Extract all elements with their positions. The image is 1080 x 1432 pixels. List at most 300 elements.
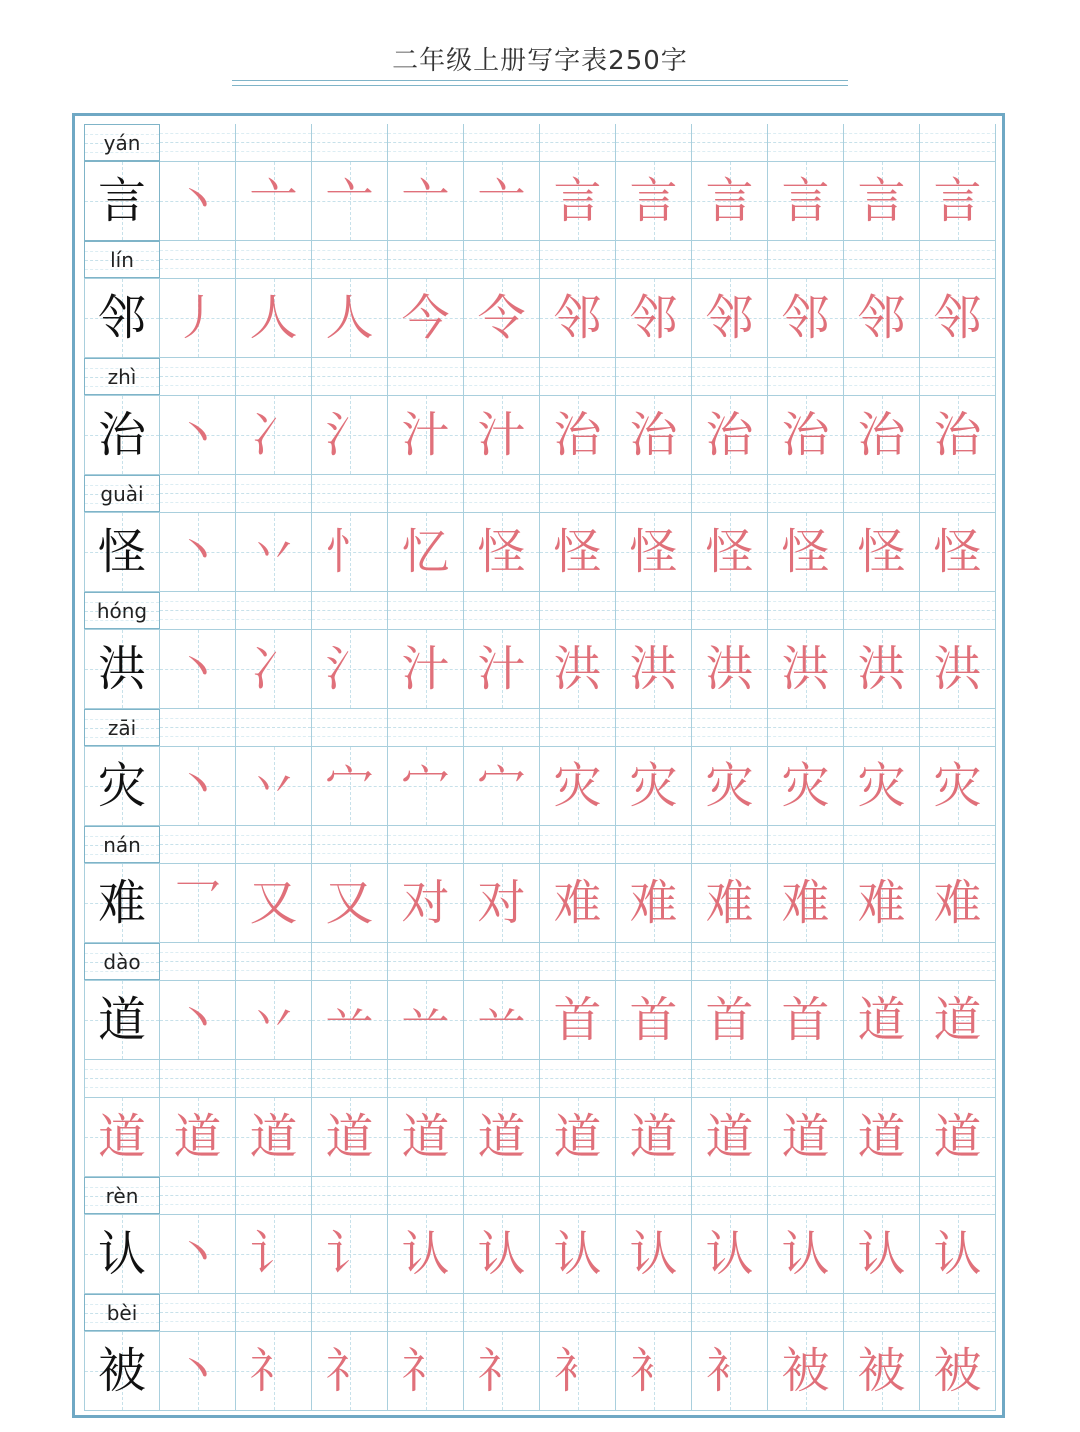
pinyin-guide-cell bbox=[160, 1294, 236, 1331]
stroke-order-cell bbox=[540, 278, 616, 358]
stroke-step-character: 汁 bbox=[477, 641, 526, 697]
pinyin-guide-cell bbox=[312, 943, 388, 980]
stroke-order-cell bbox=[920, 395, 996, 475]
pinyin-guide-cell bbox=[844, 358, 920, 395]
stroke-step-character: 对 bbox=[401, 875, 450, 931]
pinyin-guide-cell bbox=[692, 1177, 768, 1214]
stroke-step-character: 对 bbox=[477, 875, 526, 931]
pinyin-guide-cell bbox=[236, 943, 312, 980]
stroke-step-character: 灾 bbox=[705, 758, 754, 814]
stroke-order-cell bbox=[312, 1331, 388, 1411]
stroke-order-cell bbox=[312, 1097, 388, 1177]
pinyin-guide-cell bbox=[540, 1177, 616, 1214]
stroke-step-character: 言 bbox=[629, 173, 678, 229]
stroke-step-character: 灾 bbox=[781, 758, 830, 814]
pinyin-guide-cell bbox=[768, 475, 844, 512]
stroke-order-cell bbox=[236, 1097, 312, 1177]
model-character-cell bbox=[84, 1214, 160, 1294]
character-row bbox=[84, 1177, 992, 1294]
stroke-order-cell bbox=[464, 746, 540, 826]
pinyin-cell bbox=[84, 826, 160, 863]
model-character: 邻 bbox=[97, 290, 146, 346]
model-character-cell bbox=[84, 1331, 160, 1411]
pinyin-guide-cell bbox=[616, 241, 692, 278]
stroke-step-character: 丶 bbox=[173, 992, 222, 1048]
stroke-order-cell bbox=[616, 1331, 692, 1411]
stroke-order-cell bbox=[464, 395, 540, 475]
stroke-order-cell bbox=[388, 278, 464, 358]
stroke-step-character: 认 bbox=[933, 1226, 982, 1282]
pinyin-guide-cell bbox=[540, 943, 616, 980]
stroke-step-character: 认 bbox=[857, 1226, 906, 1282]
stroke-step-character: 洪 bbox=[781, 641, 830, 697]
stroke-order-cell bbox=[540, 1097, 616, 1177]
stroke-order-cell bbox=[464, 1214, 540, 1294]
pinyin-guide-cell bbox=[312, 592, 388, 629]
pinyin-guide-cell bbox=[236, 592, 312, 629]
stroke-step-character: 礻 bbox=[325, 1343, 374, 1399]
stroke-step-character: 被 bbox=[933, 1343, 982, 1399]
pinyin-guide-cell bbox=[388, 241, 464, 278]
stroke-order-cell bbox=[920, 1097, 996, 1177]
stroke-order-cell bbox=[388, 1331, 464, 1411]
stroke-step-character: 道 bbox=[933, 992, 982, 1048]
character-row bbox=[84, 1060, 992, 1177]
pinyin-guide-cell bbox=[540, 358, 616, 395]
stroke-order-cell bbox=[540, 863, 616, 943]
stroke-order-cell bbox=[844, 746, 920, 826]
pinyin-guide-cell bbox=[768, 1294, 844, 1331]
stroke-order-cell bbox=[540, 395, 616, 475]
pinyin-guide-cell bbox=[312, 826, 388, 863]
pinyin-guide-cell bbox=[616, 358, 692, 395]
stroke-step-character: 丿 bbox=[173, 290, 222, 346]
pinyin-guide-cell bbox=[236, 241, 312, 278]
pinyin-guide-cell bbox=[540, 241, 616, 278]
pinyin-guide-cell bbox=[388, 826, 464, 863]
stroke-order-cell bbox=[388, 746, 464, 826]
stroke-step-character: 难 bbox=[705, 875, 754, 931]
stroke-step-character: 道 bbox=[781, 1109, 830, 1165]
stroke-step-character: 道 bbox=[553, 1109, 602, 1165]
pinyin-cell bbox=[84, 475, 160, 512]
pinyin-label: bèi bbox=[106, 1300, 138, 1325]
pinyin-guide-cell bbox=[616, 709, 692, 746]
stroke-order-cell bbox=[616, 278, 692, 358]
stroke-order-cell bbox=[312, 161, 388, 241]
stroke-step-character: 怪 bbox=[781, 524, 830, 580]
stroke-step-character: 治 bbox=[933, 407, 982, 463]
pinyin-guide-cell bbox=[388, 358, 464, 395]
stroke-step-character: 礻 bbox=[477, 1343, 526, 1399]
pinyin-guide-cell bbox=[312, 124, 388, 161]
pinyin-cell bbox=[84, 943, 160, 980]
stroke-order-cell bbox=[920, 161, 996, 241]
stroke-order-cell bbox=[920, 278, 996, 358]
pinyin-guide-cell bbox=[160, 943, 236, 980]
stroke-order-cell bbox=[616, 863, 692, 943]
pinyin-guide-cell bbox=[920, 943, 996, 980]
pinyin-guide-cell bbox=[464, 1177, 540, 1214]
stroke-step-character: 邻 bbox=[705, 290, 754, 346]
stroke-order-cell bbox=[920, 746, 996, 826]
stroke-order-cell bbox=[692, 746, 768, 826]
stroke-order-cell bbox=[388, 395, 464, 475]
character-row bbox=[84, 124, 992, 241]
pinyin-guide-cell bbox=[312, 358, 388, 395]
stroke-order-cell bbox=[920, 629, 996, 709]
stroke-step-character: 乛 bbox=[173, 875, 222, 931]
pinyin-guide-cell bbox=[692, 709, 768, 746]
model-character: 道 bbox=[97, 1109, 146, 1165]
stroke-step-character: 言 bbox=[781, 173, 830, 229]
stroke-order-cell bbox=[388, 161, 464, 241]
pinyin-guide-cell bbox=[844, 241, 920, 278]
stroke-step-character: 洪 bbox=[933, 641, 982, 697]
stroke-step-character: 道 bbox=[857, 1109, 906, 1165]
pinyin-guide-cell bbox=[540, 1294, 616, 1331]
stroke-step-character: 洪 bbox=[705, 641, 754, 697]
pinyin-guide-cell bbox=[844, 1177, 920, 1214]
pinyin-guide-cell bbox=[920, 124, 996, 161]
stroke-step-character: 丶 bbox=[173, 1226, 222, 1282]
pinyin-guide-cell bbox=[616, 592, 692, 629]
stroke-order-cell bbox=[464, 1097, 540, 1177]
pinyin-guide-cell bbox=[236, 709, 312, 746]
stroke-order-cell bbox=[312, 746, 388, 826]
pinyin-guide-cell bbox=[388, 709, 464, 746]
stroke-step-character: 怪 bbox=[933, 524, 982, 580]
stroke-order-cell bbox=[616, 512, 692, 592]
stroke-order-cell bbox=[692, 1331, 768, 1411]
model-character: 言 bbox=[97, 173, 146, 229]
stroke-order-cell bbox=[388, 1097, 464, 1177]
model-character: 怪 bbox=[97, 524, 146, 580]
stroke-step-character: 汁 bbox=[401, 641, 450, 697]
stroke-order-cell bbox=[844, 1097, 920, 1177]
stroke-step-character: 被 bbox=[781, 1343, 830, 1399]
pinyin-guide-cell bbox=[616, 826, 692, 863]
pinyin-guide-cell bbox=[844, 124, 920, 161]
stroke-step-character: 难 bbox=[629, 875, 678, 931]
stroke-order-cell bbox=[844, 1331, 920, 1411]
pinyin-guide-cell bbox=[464, 124, 540, 161]
stroke-order-cell bbox=[768, 629, 844, 709]
stroke-step-character: 冫 bbox=[249, 407, 298, 463]
pinyin-guide-cell bbox=[236, 1177, 312, 1214]
stroke-order-cell bbox=[768, 980, 844, 1060]
stroke-step-character: 言 bbox=[705, 173, 754, 229]
stroke-step-character: 讠 bbox=[249, 1226, 298, 1282]
pinyin-guide-cell bbox=[768, 943, 844, 980]
stroke-step-character: 宀 bbox=[477, 758, 526, 814]
stroke-order-cell bbox=[692, 278, 768, 358]
stroke-order-cell bbox=[160, 863, 236, 943]
pinyin-guide-cell bbox=[920, 1294, 996, 1331]
stroke-step-character: 认 bbox=[553, 1226, 602, 1282]
stroke-step-character: 首 bbox=[553, 992, 602, 1048]
stroke-step-character: 道 bbox=[705, 1109, 754, 1165]
stroke-step-character: 怪 bbox=[629, 524, 678, 580]
stroke-step-character: 氵 bbox=[325, 641, 374, 697]
stroke-order-cell bbox=[844, 863, 920, 943]
stroke-order-cell bbox=[692, 629, 768, 709]
stroke-order-cell bbox=[768, 161, 844, 241]
stroke-order-cell bbox=[920, 980, 996, 1060]
stroke-order-cell bbox=[464, 512, 540, 592]
pinyin-guide-cell bbox=[692, 1294, 768, 1331]
model-character-cell bbox=[84, 161, 160, 241]
stroke-step-character: 宀 bbox=[401, 758, 450, 814]
stroke-step-character: 道 bbox=[857, 992, 906, 1048]
stroke-step-character: 道 bbox=[173, 1109, 222, 1165]
stroke-step-character: 首 bbox=[781, 992, 830, 1048]
model-character: 洪 bbox=[97, 641, 146, 697]
pinyin-guide-cell bbox=[844, 709, 920, 746]
pinyin-guide-cell bbox=[464, 475, 540, 512]
title-underline-bottom bbox=[232, 85, 848, 86]
pinyin-guide-cell bbox=[388, 1294, 464, 1331]
stroke-order-cell bbox=[692, 980, 768, 1060]
pinyin-guide-cell bbox=[464, 358, 540, 395]
pinyin-guide-cell bbox=[236, 1060, 312, 1097]
stroke-order-cell bbox=[236, 980, 312, 1060]
stroke-order-cell bbox=[160, 1214, 236, 1294]
title-underline-top bbox=[232, 80, 848, 81]
stroke-step-character: 讠 bbox=[325, 1226, 374, 1282]
pinyin-cell bbox=[84, 241, 160, 278]
stroke-step-character: 宀 bbox=[325, 758, 374, 814]
stroke-step-character: 治 bbox=[781, 407, 830, 463]
stroke-step-character: 灾 bbox=[629, 758, 678, 814]
pinyin-guide-cell bbox=[768, 241, 844, 278]
stroke-step-character: 礻 bbox=[401, 1343, 450, 1399]
stroke-step-character: 汁 bbox=[401, 407, 450, 463]
pinyin-guide-cell bbox=[388, 943, 464, 980]
pinyin-guide-cell bbox=[312, 709, 388, 746]
stroke-step-character: 䒑 bbox=[401, 992, 450, 1048]
stroke-step-character: 洪 bbox=[857, 641, 906, 697]
stroke-step-character: 道 bbox=[249, 1109, 298, 1165]
stroke-step-character: 人 bbox=[249, 290, 298, 346]
pinyin-guide-cell bbox=[236, 1294, 312, 1331]
pinyin-guide-cell bbox=[692, 358, 768, 395]
stroke-order-cell bbox=[616, 980, 692, 1060]
pinyin-guide-cell bbox=[920, 475, 996, 512]
stroke-step-character: 䒑 bbox=[477, 992, 526, 1048]
pinyin-guide-cell bbox=[312, 475, 388, 512]
stroke-order-cell bbox=[388, 512, 464, 592]
stroke-order-cell bbox=[844, 980, 920, 1060]
pinyin-guide-cell bbox=[160, 709, 236, 746]
pinyin-guide-cell bbox=[692, 943, 768, 980]
stroke-step-character: 洪 bbox=[629, 641, 678, 697]
pinyin-guide-cell bbox=[616, 1060, 692, 1097]
pinyin-guide-cell bbox=[312, 1060, 388, 1097]
character-row bbox=[84, 241, 992, 358]
pinyin-guide-cell bbox=[540, 592, 616, 629]
pinyin-guide-cell bbox=[312, 1294, 388, 1331]
stroke-step-character: 治 bbox=[705, 407, 754, 463]
stroke-step-character: 道 bbox=[325, 1109, 374, 1165]
stroke-step-character: 首 bbox=[629, 992, 678, 1048]
stroke-step-character: 氵 bbox=[325, 407, 374, 463]
stroke-order-cell bbox=[616, 1097, 692, 1177]
stroke-step-character: 丶 bbox=[173, 524, 222, 580]
stroke-step-character: 首 bbox=[705, 992, 754, 1048]
model-character: 治 bbox=[97, 407, 146, 463]
pinyin-guide-cell bbox=[616, 475, 692, 512]
stroke-order-cell bbox=[312, 395, 388, 475]
stroke-step-character: 灾 bbox=[933, 758, 982, 814]
pinyin-guide-cell bbox=[464, 592, 540, 629]
pinyin-guide-cell bbox=[768, 358, 844, 395]
pinyin-guide-cell bbox=[236, 124, 312, 161]
character-row bbox=[84, 709, 992, 826]
pinyin-guide-cell bbox=[160, 358, 236, 395]
stroke-order-cell bbox=[844, 629, 920, 709]
pinyin-cell bbox=[84, 1060, 160, 1097]
pinyin-guide-cell bbox=[844, 826, 920, 863]
pinyin-label: zāi bbox=[107, 715, 137, 740]
stroke-order-cell bbox=[844, 278, 920, 358]
pinyin-label: hóng bbox=[96, 598, 148, 623]
stroke-step-character: 邻 bbox=[629, 290, 678, 346]
pinyin-label: rèn bbox=[105, 1183, 139, 1208]
pinyin-guide-cell bbox=[692, 241, 768, 278]
stroke-step-character: 怪 bbox=[705, 524, 754, 580]
pinyin-guide-cell bbox=[464, 1060, 540, 1097]
stroke-step-character: 亠 bbox=[325, 173, 374, 229]
pinyin-guide-cell bbox=[388, 124, 464, 161]
model-character-cell bbox=[84, 1097, 160, 1177]
stroke-step-character: 丷 bbox=[249, 524, 298, 580]
model-character-cell bbox=[84, 746, 160, 826]
stroke-order-cell bbox=[768, 1214, 844, 1294]
stroke-order-cell bbox=[312, 278, 388, 358]
stroke-step-character: 治 bbox=[553, 407, 602, 463]
pinyin-guide-cell bbox=[464, 241, 540, 278]
pinyin-guide-cell bbox=[388, 1177, 464, 1214]
pinyin-guide-cell bbox=[160, 1177, 236, 1214]
stroke-step-character: 洪 bbox=[553, 641, 602, 697]
pinyin-guide-cell bbox=[160, 241, 236, 278]
page-title: 二年级上册写字表250字 bbox=[392, 46, 688, 76]
stroke-order-cell bbox=[236, 161, 312, 241]
stroke-order-cell bbox=[160, 629, 236, 709]
stroke-step-character: 令 bbox=[477, 290, 526, 346]
model-character: 灾 bbox=[97, 758, 146, 814]
stroke-step-character: 汁 bbox=[477, 407, 526, 463]
pinyin-guide-cell bbox=[160, 592, 236, 629]
pinyin-guide-cell bbox=[692, 1060, 768, 1097]
stroke-step-character: 怪 bbox=[553, 524, 602, 580]
pinyin-guide-cell bbox=[616, 1294, 692, 1331]
stroke-order-cell bbox=[692, 863, 768, 943]
stroke-order-cell bbox=[312, 629, 388, 709]
pinyin-guide-cell bbox=[844, 592, 920, 629]
stroke-order-cell bbox=[768, 395, 844, 475]
stroke-order-cell bbox=[160, 980, 236, 1060]
pinyin-label: yán bbox=[103, 130, 141, 155]
stroke-step-character: 灾 bbox=[553, 758, 602, 814]
pinyin-guide-cell bbox=[920, 826, 996, 863]
stroke-order-cell bbox=[388, 980, 464, 1060]
pinyin-label: dào bbox=[103, 949, 141, 974]
pinyin-guide-cell bbox=[692, 124, 768, 161]
pinyin-guide-cell bbox=[236, 475, 312, 512]
stroke-order-cell bbox=[540, 629, 616, 709]
pinyin-guide-cell bbox=[768, 1060, 844, 1097]
stroke-order-cell bbox=[236, 278, 312, 358]
model-character-cell bbox=[84, 395, 160, 475]
pinyin-label: nán bbox=[103, 832, 141, 857]
pinyin-guide-cell bbox=[160, 826, 236, 863]
stroke-step-character: 冫 bbox=[249, 641, 298, 697]
stroke-step-character: 今 bbox=[401, 290, 450, 346]
stroke-step-character: 道 bbox=[933, 1109, 982, 1165]
stroke-order-cell bbox=[540, 980, 616, 1060]
stroke-order-cell bbox=[768, 512, 844, 592]
stroke-step-character: 怪 bbox=[477, 524, 526, 580]
pinyin-guide-cell bbox=[388, 475, 464, 512]
pinyin-guide-cell bbox=[692, 592, 768, 629]
stroke-step-character: 礻 bbox=[249, 1343, 298, 1399]
stroke-step-character: 认 bbox=[781, 1226, 830, 1282]
stroke-order-cell bbox=[388, 1214, 464, 1294]
stroke-order-cell bbox=[160, 395, 236, 475]
stroke-step-character: 难 bbox=[781, 875, 830, 931]
model-character: 道 bbox=[97, 992, 146, 1048]
pinyin-guide-cell bbox=[768, 709, 844, 746]
pinyin-guide-cell bbox=[920, 709, 996, 746]
model-character: 被 bbox=[97, 1343, 146, 1399]
stroke-step-character: 丶 bbox=[173, 641, 222, 697]
stroke-step-character: 衤 bbox=[705, 1343, 754, 1399]
stroke-step-character: 丷 bbox=[249, 992, 298, 1048]
stroke-step-character: 治 bbox=[629, 407, 678, 463]
stroke-order-cell bbox=[464, 1331, 540, 1411]
stroke-step-character: 又 bbox=[249, 875, 298, 931]
stroke-step-character: 䒑 bbox=[325, 992, 374, 1048]
stroke-order-cell bbox=[312, 512, 388, 592]
character-row bbox=[84, 592, 992, 709]
stroke-step-character: 认 bbox=[401, 1226, 450, 1282]
stroke-order-cell bbox=[312, 980, 388, 1060]
stroke-order-cell bbox=[160, 278, 236, 358]
pinyin-label: lín bbox=[110, 247, 134, 272]
stroke-step-character: 邻 bbox=[781, 290, 830, 346]
stroke-order-cell bbox=[616, 395, 692, 475]
stroke-step-character: 丶 bbox=[173, 173, 222, 229]
model-character-cell bbox=[84, 512, 160, 592]
stroke-order-cell bbox=[692, 1097, 768, 1177]
pinyin-guide-cell bbox=[160, 124, 236, 161]
pinyin-guide-cell bbox=[920, 358, 996, 395]
pinyin-guide-cell bbox=[920, 1060, 996, 1097]
stroke-order-cell bbox=[692, 512, 768, 592]
model-character-cell bbox=[84, 278, 160, 358]
stroke-step-character: 言 bbox=[553, 173, 602, 229]
stroke-order-cell bbox=[388, 863, 464, 943]
stroke-step-character: 丶 bbox=[173, 407, 222, 463]
pinyin-guide-cell bbox=[464, 709, 540, 746]
stroke-order-cell bbox=[312, 863, 388, 943]
stroke-order-cell bbox=[236, 746, 312, 826]
stroke-step-character: 邻 bbox=[933, 290, 982, 346]
stroke-order-cell bbox=[692, 395, 768, 475]
stroke-order-cell bbox=[920, 1331, 996, 1411]
